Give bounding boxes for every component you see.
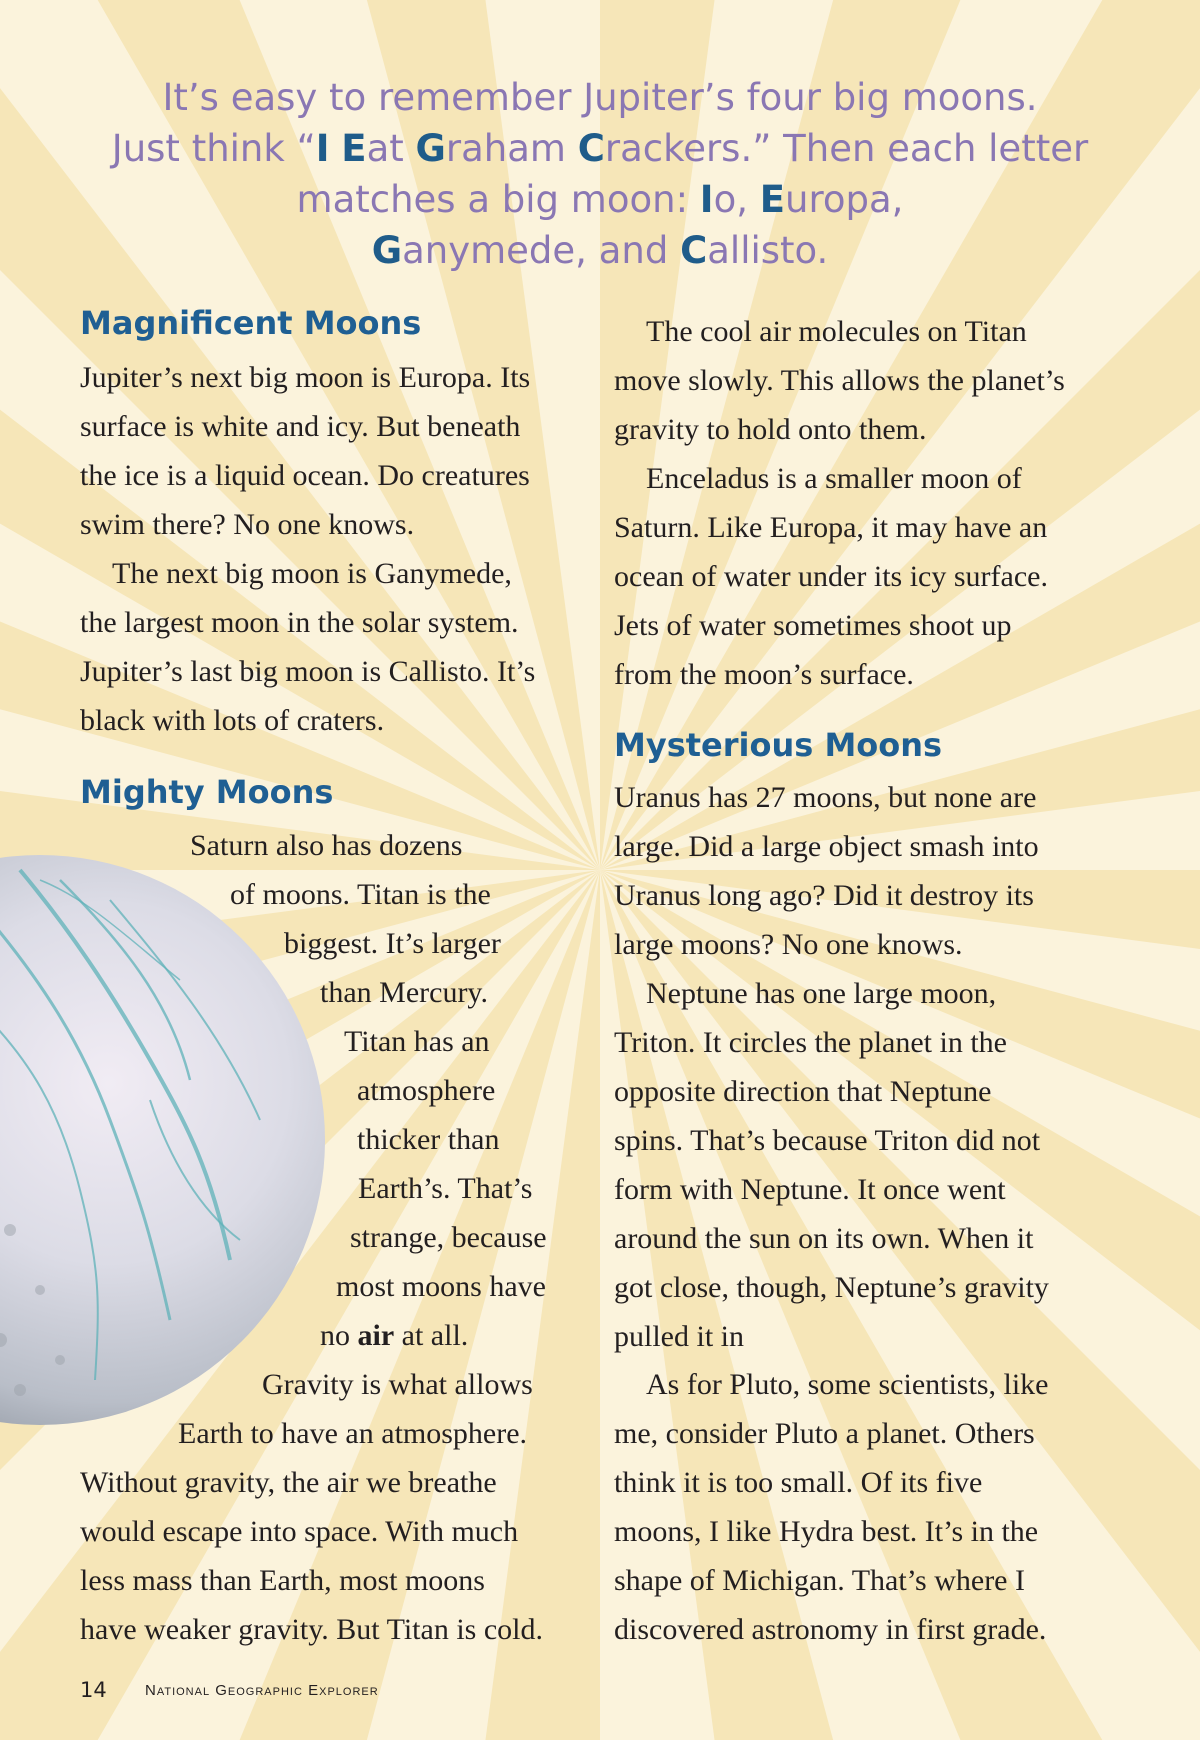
text-line: think it is too small. Of its five — [614, 1466, 983, 1499]
intro-initial-3: E — [341, 127, 367, 170]
intro-line-4 — [80, 225, 1120, 276]
text-line: black with lots of craters. — [80, 704, 385, 737]
intro-initial-1: I — [699, 178, 714, 221]
text-line: strange, because — [350, 1221, 547, 1254]
text-line: form with Neptune. It once went — [614, 1173, 1006, 1206]
text-line: thicker than — [357, 1123, 500, 1156]
text-line: surface is white and icy. But beneath — [80, 410, 521, 443]
text-line: gravity to hold onto them. — [614, 413, 927, 446]
intro-line-3 — [80, 174, 1120, 225]
text-line: me, consider Pluto a planet. Others — [614, 1417, 1035, 1450]
text-line: moons, I like Hydra best. It’s in the — [614, 1515, 1039, 1548]
text-line: the ice is a liquid ocean. Do creatures — [80, 459, 530, 492]
intro-initial-5: G — [415, 127, 446, 170]
text-line: of moons. Titan is the — [230, 878, 491, 911]
text-line: move slowly. This allows the planet’s — [614, 364, 1065, 397]
text-line: Triton. It circles the planet in the — [614, 1026, 1007, 1059]
intro-run-4: at — [366, 127, 416, 170]
text-line: Jupiter’s last big moon is Callisto. It’s — [80, 655, 536, 688]
text-line: Enceladus is a smaller moon of — [646, 462, 1022, 495]
text-line: got close, though, Neptune’s gravity — [614, 1271, 1049, 1304]
intro-run-8: rackers.” Then each letter — [604, 127, 1089, 170]
text-line: Uranus has 27 moons, but none are — [614, 781, 1037, 814]
text-line: Titan has an — [344, 1025, 490, 1058]
text-line: have weaker gravity. But Titan is cold. — [80, 1613, 543, 1646]
text-line: Gravity is what allows — [262, 1368, 533, 1401]
intro-run-3: allisto. — [707, 229, 829, 272]
text-line: Jupiter’s next big moon is Europa. Its — [80, 361, 531, 394]
intro-run-0: Just think “ — [111, 127, 316, 170]
text-line: opposite direction that Neptune — [614, 1075, 992, 1108]
text-line: Saturn. Like Europa, it may have an — [614, 511, 1048, 544]
text-line: Jets of water sometimes shoot up — [614, 609, 1012, 642]
text-line: ocean of water under its icy surface. — [614, 560, 1048, 593]
text-line: less mass than Earth, most moons — [80, 1564, 485, 1597]
text-line: Without gravity, the air we breathe — [80, 1466, 497, 1499]
intro-line-2 — [80, 123, 1120, 174]
intro-initial-2: C — [680, 229, 708, 272]
text-line: The next big moon is Ganymede, — [112, 557, 512, 590]
text-line: large moons? No one knows. — [614, 928, 963, 961]
text-line: Saturn also has dozens — [190, 829, 463, 862]
intro-run-2 — [330, 127, 342, 170]
text-line: spins. That’s because Triton did not — [614, 1124, 1041, 1157]
page-number: 14 — [80, 1678, 107, 1702]
text-line: the largest moon in the solar system. — [80, 606, 519, 639]
text-line: The cool air molecules on Titan — [646, 315, 1027, 348]
text-line: atmosphere — [357, 1074, 496, 1107]
intro-run-6: raham — [445, 127, 578, 170]
text-line: around the sun on its own. When it — [614, 1222, 1034, 1255]
intro-line-1: It’s easy to remember Jupiter’s four big moons. — [162, 76, 1038, 119]
intro-callout — [80, 72, 1120, 276]
intro-run-0: matches a big moon: — [296, 178, 700, 221]
intro-initial-7: C — [577, 127, 605, 170]
left-air-line: no air at all. — [320, 1319, 469, 1352]
text-line: than Mercury. — [320, 976, 488, 1009]
text-line: biggest. It’s larger — [284, 927, 501, 960]
text-line: from the moon’s surface. — [614, 658, 914, 691]
text-line: swim there? No one knows. — [80, 508, 415, 541]
text-line: discovered astronomy in first grade. — [614, 1613, 1047, 1646]
text-line: Earth’s. That’s — [358, 1172, 533, 1205]
text-line: would escape into space. With much — [80, 1515, 519, 1548]
text-line: Neptune has one large moon, — [646, 977, 997, 1010]
intro-run-2: o, — [713, 178, 760, 221]
intro-initial-3: E — [759, 178, 786, 221]
text-line: Uranus long ago? Did it destroy its — [614, 879, 1034, 912]
text-line: most moons have — [336, 1270, 546, 1303]
intro-run-4: uropa, — [785, 178, 904, 221]
heading-mighty-moons: Mighty Moons — [80, 773, 334, 811]
publication-name: National Geographic Explorer — [145, 1682, 379, 1699]
intro-run-1: anymede, and — [402, 229, 681, 272]
intro-initial-0: G — [371, 229, 403, 272]
heading-magnificent-moons: Magnificent Moons — [80, 304, 422, 342]
text-line: As for Pluto, some scientists, like — [646, 1368, 1049, 1401]
text-line: Earth to have an atmosphere. — [178, 1417, 528, 1450]
text-line: pulled it in — [614, 1320, 744, 1353]
heading-mysterious-moons: Mysterious Moons — [614, 726, 943, 764]
text-line: shape of Michigan. That’s where I — [614, 1564, 1025, 1597]
intro-initial-1: I — [315, 127, 330, 170]
text-line: large. Did a large object smash into — [614, 830, 1039, 863]
air-bold-term: air — [357, 1319, 395, 1352]
